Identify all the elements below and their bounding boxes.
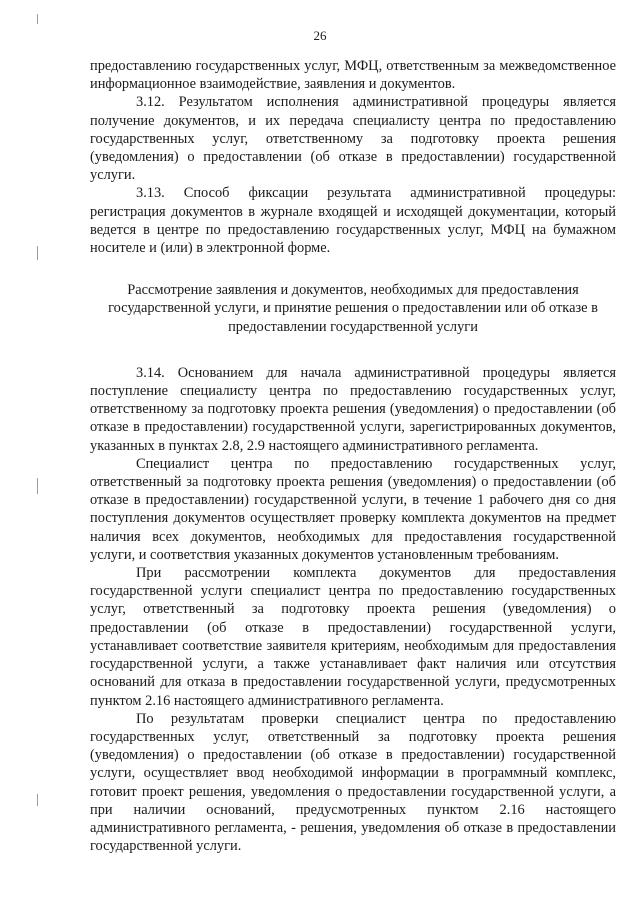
paragraph-3-12: 3.12. Результатом исполнения административной процедуры является получение документов, и их передача специалисту центра по предоставлению государственных услуг, ответственному за подготовку проекта решения (уведомления) о предоставлении (об отказе в предоставлении) государственной услуги. xyxy=(90,94,616,184)
paragraph-specialist-check: Специалист центра по предоставлению государственных услуг, ответственный за подготовку проекта решения (уведомления) о предоставлении (об отказе в предоставлении) государственной услуги, в течение 1 рабочего дня со дня поступления документов осуществляет проверку комплекта документов на предмет наличия всех документов, необходимых для предоставления государственной услуги, и соответствия указанных документов установленным требованиям. xyxy=(90,455,616,563)
scan-margin-mark xyxy=(37,794,38,806)
scan-margin-mark xyxy=(37,246,38,260)
paragraph-review: При рассмотрении комплекта документов для предоставления государственной услуги специалист центра по предоставлению государственных услуг, ответственный за подготовку проекта решения (уведомления) о предоставлении (об отказе в предоставлении) государственной услуги, устанавливает соответствие заявителя критериям, необходимым для предоставления государственной услуги, а также устанавливает факт наличия или отсутствия оснований для отказа в предоставлении государственной услуги, предусмотренных пунктом 2.16 настоящего административного регламента. xyxy=(90,565,616,709)
scan-margin-mark xyxy=(37,478,38,494)
section-heading-line: государственной услуги, и принятие решения о предоставлении или об отказе в xyxy=(108,300,598,317)
section-heading-line: предоставлении государственной услуги xyxy=(228,318,478,335)
section-heading xyxy=(90,281,616,336)
document-body xyxy=(90,57,616,855)
paragraph-3-14: 3.14. Основанием для начала административной процедуры является поступление специалисту центра по предоставлению государственных услуг, ответственному за подготовку проекта решения (уведомления) о предоставлении (об отказе в предоставлении) государственной услуги, зарегистрированных документов, указанных в пунктах 2.8, 2.9 настоящего административного регламента. xyxy=(90,364,616,454)
section-heading-line: Рассмотрение заявления и документов, необходимых для предоставления xyxy=(127,282,579,299)
paragraph-continuation: предоставлению государственных услуг, МФЦ, ответственным за межведомственное информационное взаимодействие, заявления и документов. xyxy=(90,58,616,93)
paragraph-results: По результатам проверки специалист центра по предоставлению государственных услуг, ответственный за подготовку проекта решения (уведомления) о предоставлении (об отказе в предоставлении) государственной услуги, осуществляет ввод необходимой информации в программный комплекс, готовит проект решения, уведомления о предоставлении государственной услуги, а при наличии оснований, предусмотренных пунктом 2.16 настоящего административного регламента, - решения, уведомления об отказе в предоставлении государственной услуги. xyxy=(90,710,616,855)
page-number: 26 xyxy=(313,28,327,43)
paragraph-3-13: 3.13. Способ фиксации результата административной процедуры: регистрация документов в журнале входящей и исходящей документации, который ведется в центре по предоставлению государственных услуг, МФЦ на бумажном носителе и (или) в электронной форме. xyxy=(90,185,616,257)
scan-margin-mark xyxy=(37,14,38,24)
